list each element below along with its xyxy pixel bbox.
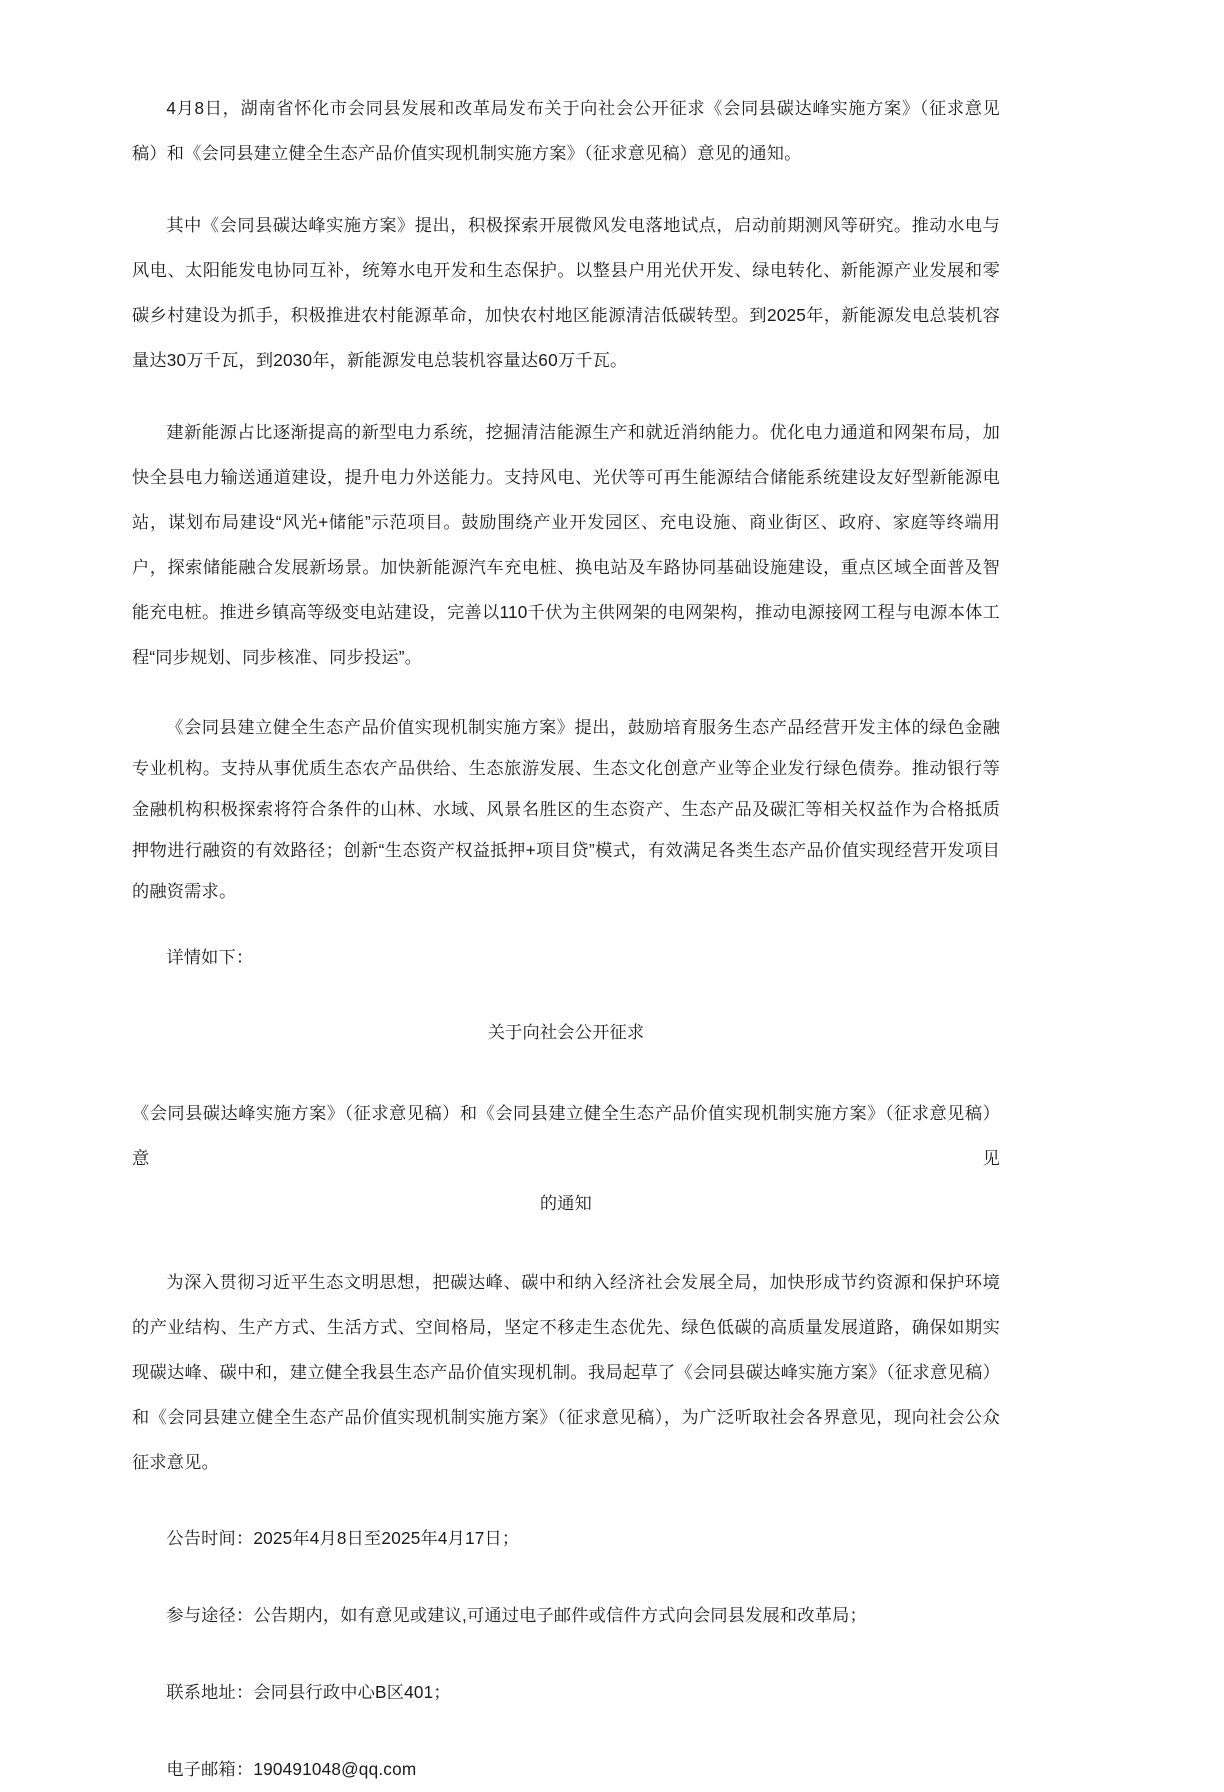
detail-participation-method: 参与途径：公告期内，如有意见或建议,可通过电子邮件或信件方式向会同县发展和改革局； xyxy=(166,1605,867,1625)
notice-heading-main-line-2: 的通知 xyxy=(539,1193,593,1213)
paragraph-details-follow: 详情如下： xyxy=(166,947,254,967)
paragraph-eco-product-value: 《会同县建立健全生态产品价值实现机制实施方案》提出，鼓励培育服务生态产品经营开发主体的绿色金融专业机构。支持从事优质生态农产品供给、生态旅游发展、生态文化创意产业等企业发行绿色债券。推动银行等金融机构积极探索将符合条件的山林、水域、风景名胜区的生态资产、生态产品及碳汇等相关权益作为合格抵质押物进行融资的有效路径；创新“生态资产权益抵押+项目贷”模式，有效满足各类生态产品价值实现经营开发项目的融资需求。 xyxy=(132,717,1000,901)
paragraph-notice-body: 为深入贯彻习近平生态文明思想，把碳达峰、碳中和纳入经济社会发展全局，加快形成节约资源和保护环境的产业结构、生产方式、生活方式、空间格局，坚定不移走生态优先、绿色低碳的高质量发展道路，确保如期实现碳达峰、碳中和，建立健全我县生态产品价值实现机制。我局起草了《会同县碳达峰实施方案》（征求意见稿）和《会同县建立健全生态产品价值实现机制实施方案》（征求意见稿），为广泛听取社会各界意见，现向社会公众征求意见。 xyxy=(132,1272,1000,1472)
notice-heading-lead: 关于向社会公开征求 xyxy=(487,1022,645,1042)
paragraph-intro: 4月8日，湖南省怀化市会同县发展和改革局发布关于向社会公开征求《会同县碳达峰实施方案》（征求意见稿）和《会同县建立健全生态产品价值实现机制实施方案》（征求意见稿）意见的通知。 xyxy=(132,98,1000,163)
detail-contact-address: 联系地址：会同县行政中心B区401； xyxy=(166,1682,451,1702)
document-content xyxy=(132,86,1000,1792)
paragraph-power-system: 建新能源占比逐渐提高的新型电力系统，挖掘清洁能源生产和就近消纳能力。优化电力通道和网架布局，加快全县电力输送通道建设，提升电力外送能力。支持风电、光伏等可再生能源结合储能系统建设友好型新能源电站，谋划布局建设“风光+储能”示范项目。鼓励围绕产业开发园区、充电设施、商业街区、政府、家庭等终端用户，探索储能融合发展新场景。加快新能源汽车充电桩、换电站及车路协同基础设施建设，重点区域全面普及智能充电桩。推进乡镇高等级变电站建设，完善以110千伏为主供网架的电网架构，推动电源接网工程与电源本体工程“同步规划、同步核准、同步投运”。 xyxy=(132,422,1000,667)
notice-heading-main-line-1: 《会同县碳达峰实施方案》（征求意见稿）和《会同县建立健全生态产品价值实现机制实施方案》（征求意见稿）意见 xyxy=(132,1103,1000,1168)
notice-heading-main xyxy=(132,1091,1000,1226)
detail-contact-email: 电子邮箱：190491048@qq.com xyxy=(166,1759,417,1779)
detail-announcement-period: 公告时间：2025年4月8日至2025年4月17日； xyxy=(166,1528,520,1548)
paragraph-carbon-peak-plan: 其中《会同县碳达峰实施方案》提出，积极探索开展微风发电落地试点，启动前期测风等研究。推动水电与风电、太阳能发电协同互补，统筹水电开发和生态保护。以整县户用光伏开发、绿电转化、新能源产业发展和零碳乡村建设为抓手，积极推进农村能源革命，加快农村地区能源清洁低碳转型。到2025年，新能源发电总装机容量达30万千瓦，到2030年，新能源发电总装机容量达60万千瓦。 xyxy=(132,215,1000,370)
